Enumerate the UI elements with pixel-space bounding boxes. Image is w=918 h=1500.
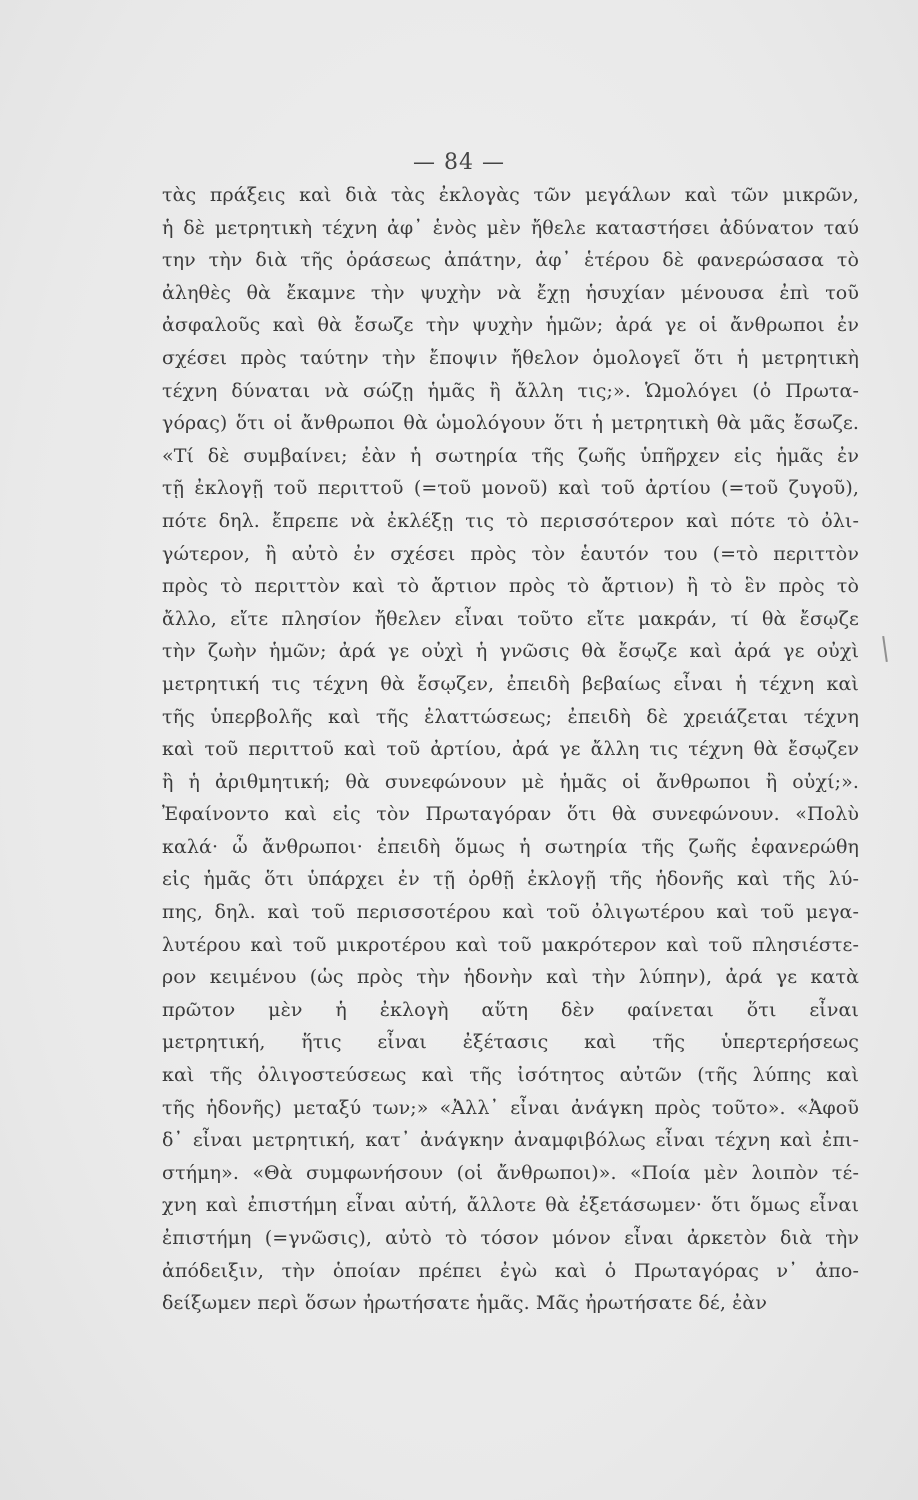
text-line: «Τί δὲ συμβαίνει; ἐὰν ἡ σωτηρία τῆς ζωῆς ὑπῆρχεν εἰς ἡμᾶς ἐν xyxy=(162,444,859,467)
text-line: τέχνη δύναται νὰ σώζῃ ἡμᾶς ἢ ἄλλη τις;». Ὡμολόγει (ὁ Πρωτα- xyxy=(162,379,859,402)
text-line: τῆς ἡδονῆς) μεταξύ των;» «Ἀλλ᾽ εἶναι ἀνάγκη πρὸς τοῦτο». «Ἀφοῦ xyxy=(162,1096,859,1119)
text-line: γώτερον, ἢ αὐτὸ ἐν σχέσει πρὸς τὸν ἑαυτόν του (=τὸ περιττὸν xyxy=(162,542,859,565)
text-line: πότε δηλ. ἔπρεπε νὰ ἐκλέξῃ τις τὸ περισσότερον καὶ πότε τὸ ὀλι- xyxy=(162,509,859,532)
text-line: την τὴν διὰ τῆς ὁράσεως ἀπάτην, ἀφ᾽ ἑτέρου δὲ φανερώσασα τὸ xyxy=(162,249,859,272)
text-line: ἄλλο, εἴτε πλησίον ἤθελεν εἶναι τοῦτο εἴτε μακράν, τί θὰ ἔσῳζε xyxy=(162,607,859,630)
text-line: καὶ τῆς ὀλιγοστεύσεως καὶ τῆς ἰσότητος αὐτῶν (τῆς λύπης καὶ xyxy=(162,1064,859,1087)
text-line: πρὸς τὸ περιττὸν καὶ τὸ ἄρτιον πρὸς τὸ ἄρτιον) ἢ τὸ ἓν πρὸς τὸ xyxy=(162,575,859,598)
page-number: — 84 — xyxy=(413,150,505,175)
text-line: πης, δηλ. καὶ τοῦ περισσοτέρου καὶ τοῦ ὀλιγωτέρου καὶ τοῦ μεγα- xyxy=(162,901,859,924)
text-line: ἢ ἡ ἀριθμητική; θὰ συνεφώνουν μὲ ἡμᾶς οἱ ἄνθρωποι ἢ οὐχί;». xyxy=(162,770,859,793)
text-line: ἡ δὲ μετρητικὴ τέχνη ἀφ᾽ ἑνὸς μὲν ἤθελε καταστήσει ἀδύνατον ταύ xyxy=(162,216,859,239)
text-line: σχέσει πρὸς ταύτην τὴν ἔποψιν ἤθελον ὁμολογεῖ ὅτι ἡ μετρητικὴ xyxy=(162,346,859,369)
text-line: τὴν ζωὴν ἡμῶν; ἀρά γε οὐχὶ ἡ γνῶσις θὰ ἔσῳζε καὶ ἀρά γε οὐχὶ xyxy=(162,640,859,663)
text-line: καλά· ὦ ἄνθρωποι· ἐπειδὴ ὅμως ἡ σωτηρία τῆς ζωῆς ἐφανερώθη xyxy=(162,835,859,858)
text-line: δείξωμεν περὶ ὅσων ἠρωτήσατε ἡμᾶς. Μᾶς ἠρωτήσατε δέ, ἐὰν xyxy=(162,1292,768,1315)
text-line: καὶ τοῦ περιττοῦ καὶ τοῦ ἀρτίου, ἀρά γε ἄλλη τις τέχνη θὰ ἔσῳζεν xyxy=(162,738,859,761)
text-line: εἰς ἡμᾶς ὅτι ὑπάρχει ἐν τῇ ὀρθῇ ἐκλογῇ τῆς ἡδονῆς καὶ τῆς λύ- xyxy=(162,868,859,891)
text-line: γόρας) ὅτι οἱ ἄνθρωποι θὰ ὡμολόγουν ὅτι ἡ μετρητικὴ θὰ μᾶς ἔσωζε. xyxy=(162,412,859,435)
text-line: μετρητική τις τέχνη θὰ ἔσῳζεν, ἐπειδὴ βεβαίως εἶναι ἡ τέχνη καὶ xyxy=(162,672,859,695)
text-line: τῆς ὑπερβολῆς καὶ τῆς ἐλαττώσεως; ἐπειδὴ δὲ χρειάζεται τέχνη xyxy=(162,705,859,728)
text-line: χνη καὶ ἐπιστήμη εἶναι αὐτή, ἄλλοτε θὰ ἐξετάσωμεν· ὅτι ὅμως εἶναι xyxy=(162,1194,859,1217)
text-line: μετρητική, ἥτις εἶναι ἐξέτασις καὶ τῆς ὑπερτερήσεως xyxy=(162,1031,859,1054)
text-line: ἀπόδειξιν, τὴν ὁποίαν πρέπει ἐγὼ καὶ ὁ Πρωταγόρας ν᾽ ἀπο- xyxy=(162,1259,859,1282)
text-line: ρον κειμένου (ὡς πρὸς τὴν ἡδονὴν καὶ τὴν λύπην), ἀρά γε κατὰ xyxy=(162,966,859,989)
text-line: ἀσφαλοῦς καὶ θὰ ἔσωζε τὴν ψυχὴν ἡμῶν; ἀρά γε οἱ ἄνθρωποι ἐν xyxy=(162,314,859,337)
text-line: τῇ ἐκλογῇ τοῦ περιττοῦ (=τοῦ μονοῦ) καὶ τοῦ ἀρτίου (=τοῦ ζυγοῦ), xyxy=(162,477,859,500)
text-line: στήμη». «Θὰ συμφωνήσουν (οἱ ἄνθρωποι)». «Ποία μὲν λοιπὸν τέ- xyxy=(162,1161,859,1184)
text-line: τὰς πράξεις καὶ διὰ τὰς ἐκλογὰς τῶν μεγάλων καὶ τῶν μικρῶν, xyxy=(162,184,859,206)
text-line: λυτέρου καὶ τοῦ μικροτέρου καὶ τοῦ μακρότερον καὶ τοῦ πλησιέστε- xyxy=(162,933,859,956)
body-text xyxy=(162,179,859,1320)
text-line: Ἐφαίνοντο καὶ εἰς τὸν Πρωταγόραν ὅτι θὰ συνεφώνουν. «Πολὺ xyxy=(162,803,859,826)
text-line: πρῶτον μὲν ἡ ἐκλογὴ αὕτη δὲν φαίνεται ὅτι εἶναι xyxy=(162,998,859,1021)
text-line: ἐπιστήμη (=γνῶσις), αὐτὸ τὸ τόσον μόνον εἶναι ἀρκετὸν διὰ τὴν xyxy=(162,1227,859,1249)
text-line: δ᾽ εἶναι μετρητική, κατ᾽ ἀνάγκην ἀναμφιβόλως εἶναι τέχνη καὶ ἐπι- xyxy=(162,1129,859,1152)
margin-mark xyxy=(882,636,888,662)
text-line: ἀληθὲς θὰ ἔκαμνε τὴν ψυχὴν νὰ ἔχῃ ἡσυχίαν μένουσα ἐπὶ τοῦ xyxy=(162,281,859,304)
